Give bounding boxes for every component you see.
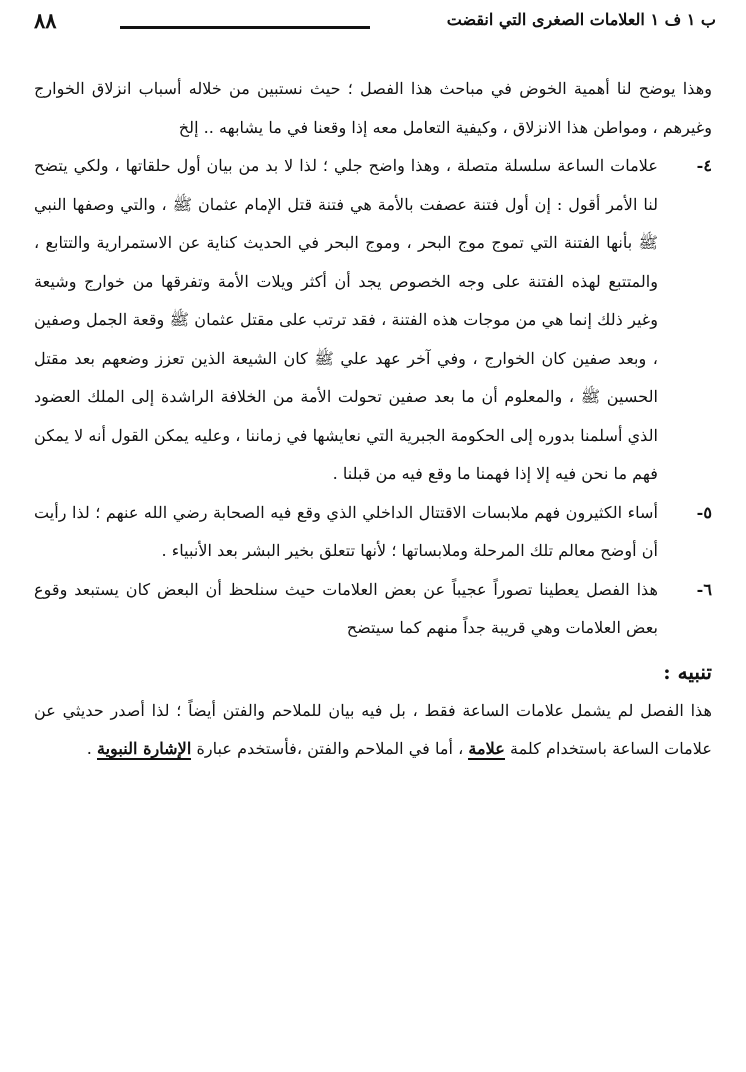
header-rule	[120, 26, 370, 29]
item-text: علامات الساعة سلسلة متصلة ، وهذا واضح جلي ؛ لذا لا بد من بيان أول حلقاتها ، ولكي يتضح لنا الأمر أقول : إن أول فتنة عصفت بالأمة هي فتنة قتل الإمام عثمان ﷺ ، والتي وصفها النبي ﷺ بأنها الفتنة التي تموج موج البحر ، وموج البحر في الحديث كناية عن الاستمرارية والتتابع ، والمتتبع لهذه الفتنة على وجه الخصوص يجد أن أكثر ويلات الأمة وتفرقها من خوارج وشيعة وغير ذلك إنما هي من موجات هذه الفتنة ، فقد ترتب على مقتل عثمان ﷺ وقعة الجمل وصفين ، وبعد صفين كان الخوارج ، وفي آخر عهد علي ﷺ كان الشيعة الذين تعزز وضعهم بعد مقتل الحسين ﷺ ، والمعلوم أن ما بعد صفين تحولت الأمة من الخلافة الراشدة إلى الملك العضود الذي أسلمنا بدوره إلى الحكومة الجبرية التي نعايشها في زماننا ، وعليه يمكن القول أنه لا يمكن فهم ما نحن فيه إلا إذا فهمنا ما وقع فيه من قبلنا .	[34, 156, 658, 483]
list-item-6	[34, 571, 712, 648]
page-content	[34, 70, 712, 769]
note-text-before: هذا الفصل لم يشمل علامات الساعة فقط ، بل فيه بيان للملاحم والفتن أيضاً ؛ لذا أصدر حديثي عن علامات الساعة باستخدام كلمة	[34, 700, 712, 758]
item-number: ٥-	[696, 502, 712, 522]
item-text: هذا الفصل يعطينا تصوراً عجيباً عن بعض العلامات حيث سنلحظ أن البعض كان يستبعد وقوع بعض العلامات وهي قريبة جداً منهم كما سيتضح	[34, 579, 658, 637]
note-emphasis-sign: علامة	[468, 739, 505, 758]
list-item-4	[34, 147, 712, 494]
page-header	[34, 10, 716, 44]
item-number: ٦-	[696, 579, 712, 599]
note-emphasis-prophetic: الإشارة النبوية	[96, 739, 192, 758]
note-paragraph	[34, 692, 712, 769]
note-text-end: .	[86, 739, 92, 758]
note-heading: تنبيه :	[663, 659, 712, 684]
item-number: ٤-	[696, 156, 712, 175]
chapter-title: ب ١ ف ١ العلامات الصغرى التي انقضت	[446, 10, 716, 29]
item-text: أساء الكثيرون فهم ملابسات الاقتتال الداخلي الذي وقع فيه الصحابة رضي الله عنهم ؛ لذا رأيت أن أوضح معالم تلك المرحلة وملابساتها ؛ لأنها تتعلق بخير البشر بعد الأنبياء .	[34, 502, 658, 560]
page-number: ٨٨	[34, 8, 57, 33]
intro-paragraph: وهذا يوضح لنا أهمية الخوض في مباحث هذا الفصل ؛ حيث نستبين من خلاله أسباب انزلاق الخوارج وغيرهم ، ومواطن هذا الانزلاق ، وكيفية التعامل معه إذا وقعنا في ما يشابهه .. إلخ	[34, 79, 712, 137]
list-item-5	[34, 494, 712, 571]
note-text-middle: ، أما في الملاحم والفتن ،فأستخدم عبارة	[196, 739, 464, 758]
